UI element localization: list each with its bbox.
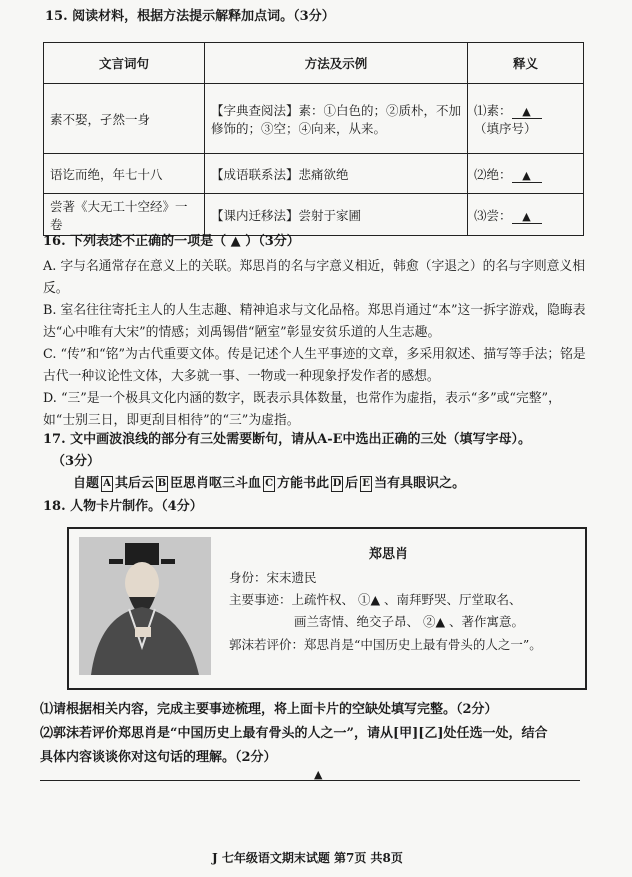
col-header-meaning: 释义: [468, 43, 584, 84]
card-comment: 郭沫若评价：郑思肖是“中国历史上最有骨头的人之一”。: [229, 637, 542, 652]
q18-sub2-line1: ⑵郭沫若评价郑思肖是“中国历史上最有骨头的人之一”，请从[甲][乙]处任选一处，结合: [40, 726, 548, 741]
phrase-cell: 尝著《大无工十空经》一卷: [44, 194, 205, 236]
method-cell: 【课内迁移法】尝射于家圃: [205, 194, 468, 236]
q17-score: （3分）: [52, 454, 101, 469]
q18-sub2-line2: 具体内容谈谈你对这句话的理解。（2分）: [40, 750, 277, 765]
option-a: A. 字与名通常存在意义上的关联。郑思肖的名与字意义相近，韩愈（字退之）的名与字则意义相反。: [43, 259, 586, 296]
portrait-image: [79, 537, 211, 675]
answer-line[interactable]: [40, 780, 580, 781]
method-cell: 【成语联系法】悲痛欲绝: [205, 154, 468, 194]
person-card: [67, 527, 587, 690]
option-d: D. “三”是一个极具文化内涵的数字，既表示具体数量，也常作为虚指，表示“多”或“完整”，如“士别三日，即更刮目相待”的“三”为虚指。: [43, 391, 561, 428]
phrase-cell: 语讫而绝，年七十八: [44, 154, 205, 194]
q15-table: [43, 42, 584, 236]
q16-options: [43, 256, 588, 432]
q17-title: 17. 文中画波浪线的部分有三处需要断句，请从A-E中选出正确的三处（填写字母）。: [43, 432, 532, 447]
answer-cell[interactable]: ⑵绝： ▲: [468, 154, 584, 194]
option-b: B. 室名往往寄托主人的人生志趣、精神追求与文化品格。郑思肖通过“本”这一拆字游戏，隐晦表达“心中唯有大宋”的情感；刘禹锡借“陋室”彰显安贫乐道的人生志趣。: [43, 303, 586, 340]
portrait-figure: [79, 537, 211, 675]
option-c: C. “传”和“铭”为古代重要文体。传是记述个人生平事迹的文章，多采用叙述、描写等手法；铭是古代一种议论性文体，大多就一事、一物或一种现象抒发作者的感想。: [43, 347, 586, 384]
break-box-b[interactable]: B: [156, 476, 168, 492]
card-name: 郑思肖: [369, 547, 409, 562]
answer-mark: ▲: [314, 768, 323, 781]
break-box-c[interactable]: C: [263, 476, 275, 492]
phrase-cell: 素不娶，孑然一身: [44, 84, 205, 154]
q18-sub1: ⑴请根据相关内容，完成主要事迹梳理，将上面卡片的空缺处填写完整。（2分）: [40, 702, 498, 717]
q15-title: 15. 阅读材料，根据方法提示解释加点词。（3分）: [45, 9, 335, 24]
q18-title: 18. 人物卡片制作。（4分）: [43, 499, 203, 514]
answer-note: （填序号）: [474, 120, 537, 136]
answer-cell[interactable]: ⑶尝： ▲: [468, 194, 584, 236]
page-footer: J 七年级语文期末试题 第7页 共8页: [212, 851, 403, 865]
answer-blank[interactable]: ▲: [512, 105, 542, 119]
method-cell: 【字典查阅法】素：①白色的；②质朴，不加修饰的；③空；④向来，从来。: [205, 84, 468, 154]
card-identity: 身份：宋末遗民: [229, 570, 317, 585]
break-box-a[interactable]: A: [101, 476, 113, 492]
answer-blank[interactable]: ▲: [512, 169, 542, 183]
break-box-e[interactable]: E: [360, 476, 372, 492]
col-header-method: 方法及示例: [205, 43, 468, 84]
break-box-d[interactable]: D: [331, 476, 343, 492]
q16-title: 16. 下列表述不正确的一项是（ ▲ ）（3分）: [43, 234, 300, 249]
card-deeds-line2: 画兰寄情、绝交子昂、 ②▲ 、著作寓意。: [294, 614, 525, 629]
card-deeds-line1: 主要事迹：上疏忤权、 ①▲ 、南拜野哭、厅堂取名、: [229, 592, 522, 607]
answer-blank[interactable]: ▲: [512, 210, 542, 224]
answer-cell[interactable]: ⑴素： ▲ （填序号）: [468, 84, 584, 154]
col-header-phrase: 文言词句: [44, 43, 205, 84]
q17-sentence: 自题 A 其后云 B 臣思肖呕三斗血 C 方能书此 D 后 E 当有具眼识之。: [73, 476, 466, 491]
